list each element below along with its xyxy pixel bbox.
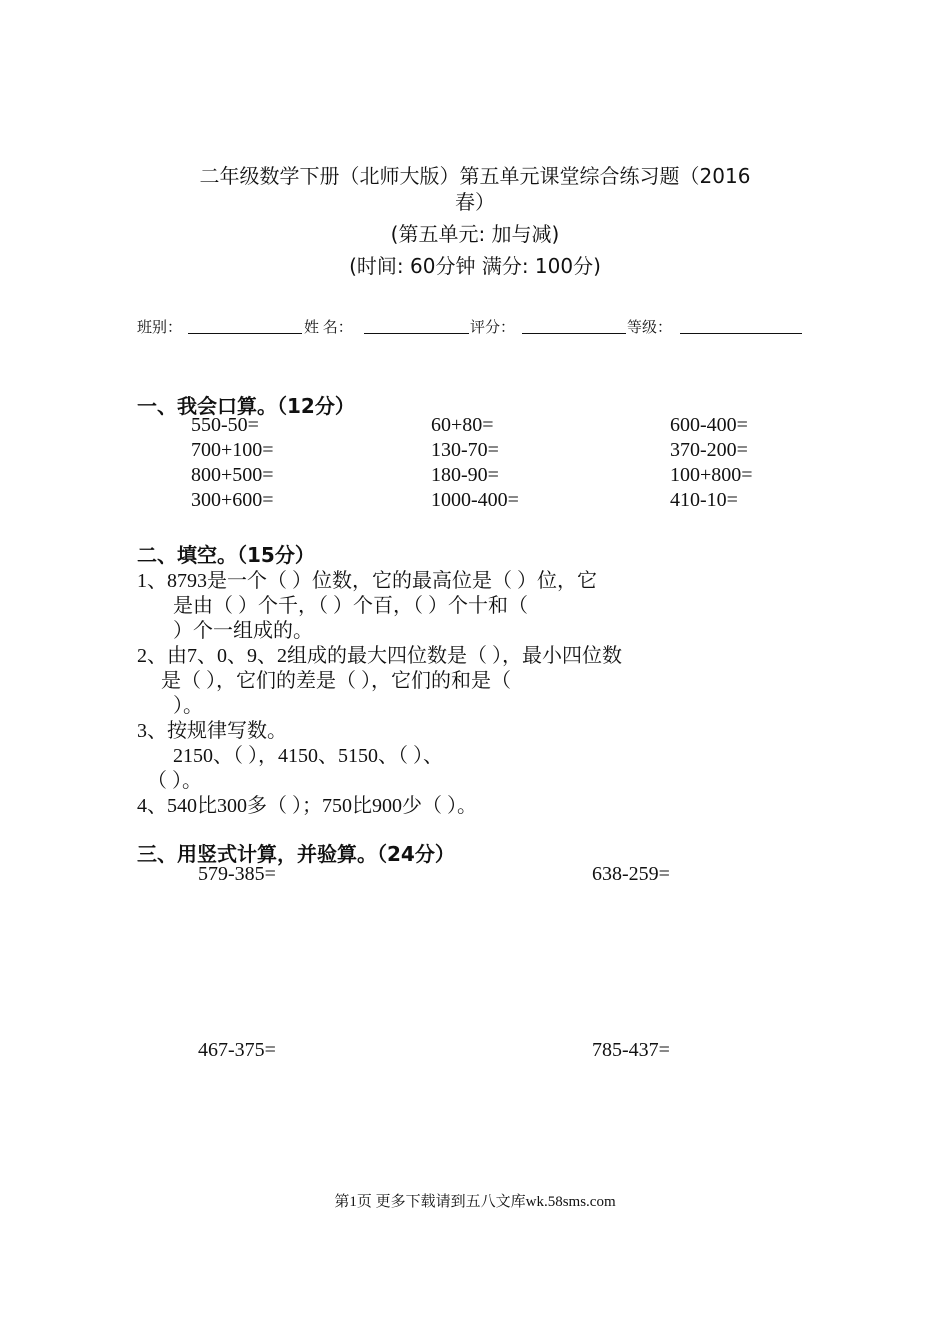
calc-item: 100+800= [670,464,753,486]
question-4-line1: 4、540比300多（ ）；750比900少（ ）。 [137,795,477,817]
calc-item: 1000-400= [431,489,519,511]
calc-item: 180-90= [431,464,499,486]
calc-item: 550-50= [191,414,259,436]
calc-item: 700+100= [191,439,274,461]
vertical-calc-problem: 467-375= [198,1039,276,1061]
unit-subtitle: (第五单元: 加与减) [390,222,560,246]
grade-label: 等级： [627,320,673,336]
calc-item: 410-10= [670,489,738,511]
question-3-line3: （ ）。 [147,770,202,792]
question-2-line1: 2、由7、0、9、2组成的最大四位数是（ ），最小四位数 [137,645,622,667]
class-label: 班别： [137,320,183,336]
section1-heading: 一、我会口算。（12分） [137,394,355,418]
name-blank[interactable] [364,333,469,334]
page-footer: 第1页 更多下载请到五八文库wk.58sms.com [334,1194,616,1210]
vertical-calc-problem: 785-437= [592,1039,670,1061]
question-3-line1: 3、按规律写数。 [137,720,287,742]
score-blank[interactable] [522,333,626,334]
section3-heading: 三、用竖式计算，并验算。（24分） [137,842,455,866]
question-1-line2: 是由（ ）个千，（ ）个百，（ ）个十和（ [173,595,528,617]
question-2-line2: 是（ ），它们的差是（ ），它们的和是（ [161,670,511,692]
page-title: 二年级数学下册（北师大版）第五单元课堂综合练习题（2016 [199,164,751,188]
question-3-line2: 2150、（ ），4150、5150、（ ）、 [173,745,443,767]
grade-blank[interactable] [680,333,802,334]
vertical-calc-problem: 638-259= [592,863,670,885]
calc-item: 60+80= [431,414,494,436]
section2-heading: 二、填空。（15分） [137,543,315,567]
calc-item: 300+600= [191,489,274,511]
score-label: 评分： [470,320,516,336]
calc-item: 800+500= [191,464,274,486]
question-2-line3: ）。 [173,695,203,717]
class-blank[interactable] [188,333,302,334]
calc-item: 130-70= [431,439,499,461]
vertical-calc-problem: 579-385= [198,863,276,885]
question-1-line1: 1、8793是一个（ ）位数，它的最高位是（ ）位，它 [137,570,597,592]
name-label: 姓 名： [304,320,353,336]
calc-item: 370-200= [670,439,748,461]
page-title-continued: 春） [455,190,495,214]
question-1-line3: ）个一组成的。 [173,620,313,642]
time-score-subtitle: (时间: 60分钟 满分: 100分) [349,254,601,278]
calc-item: 600-400= [670,414,748,436]
